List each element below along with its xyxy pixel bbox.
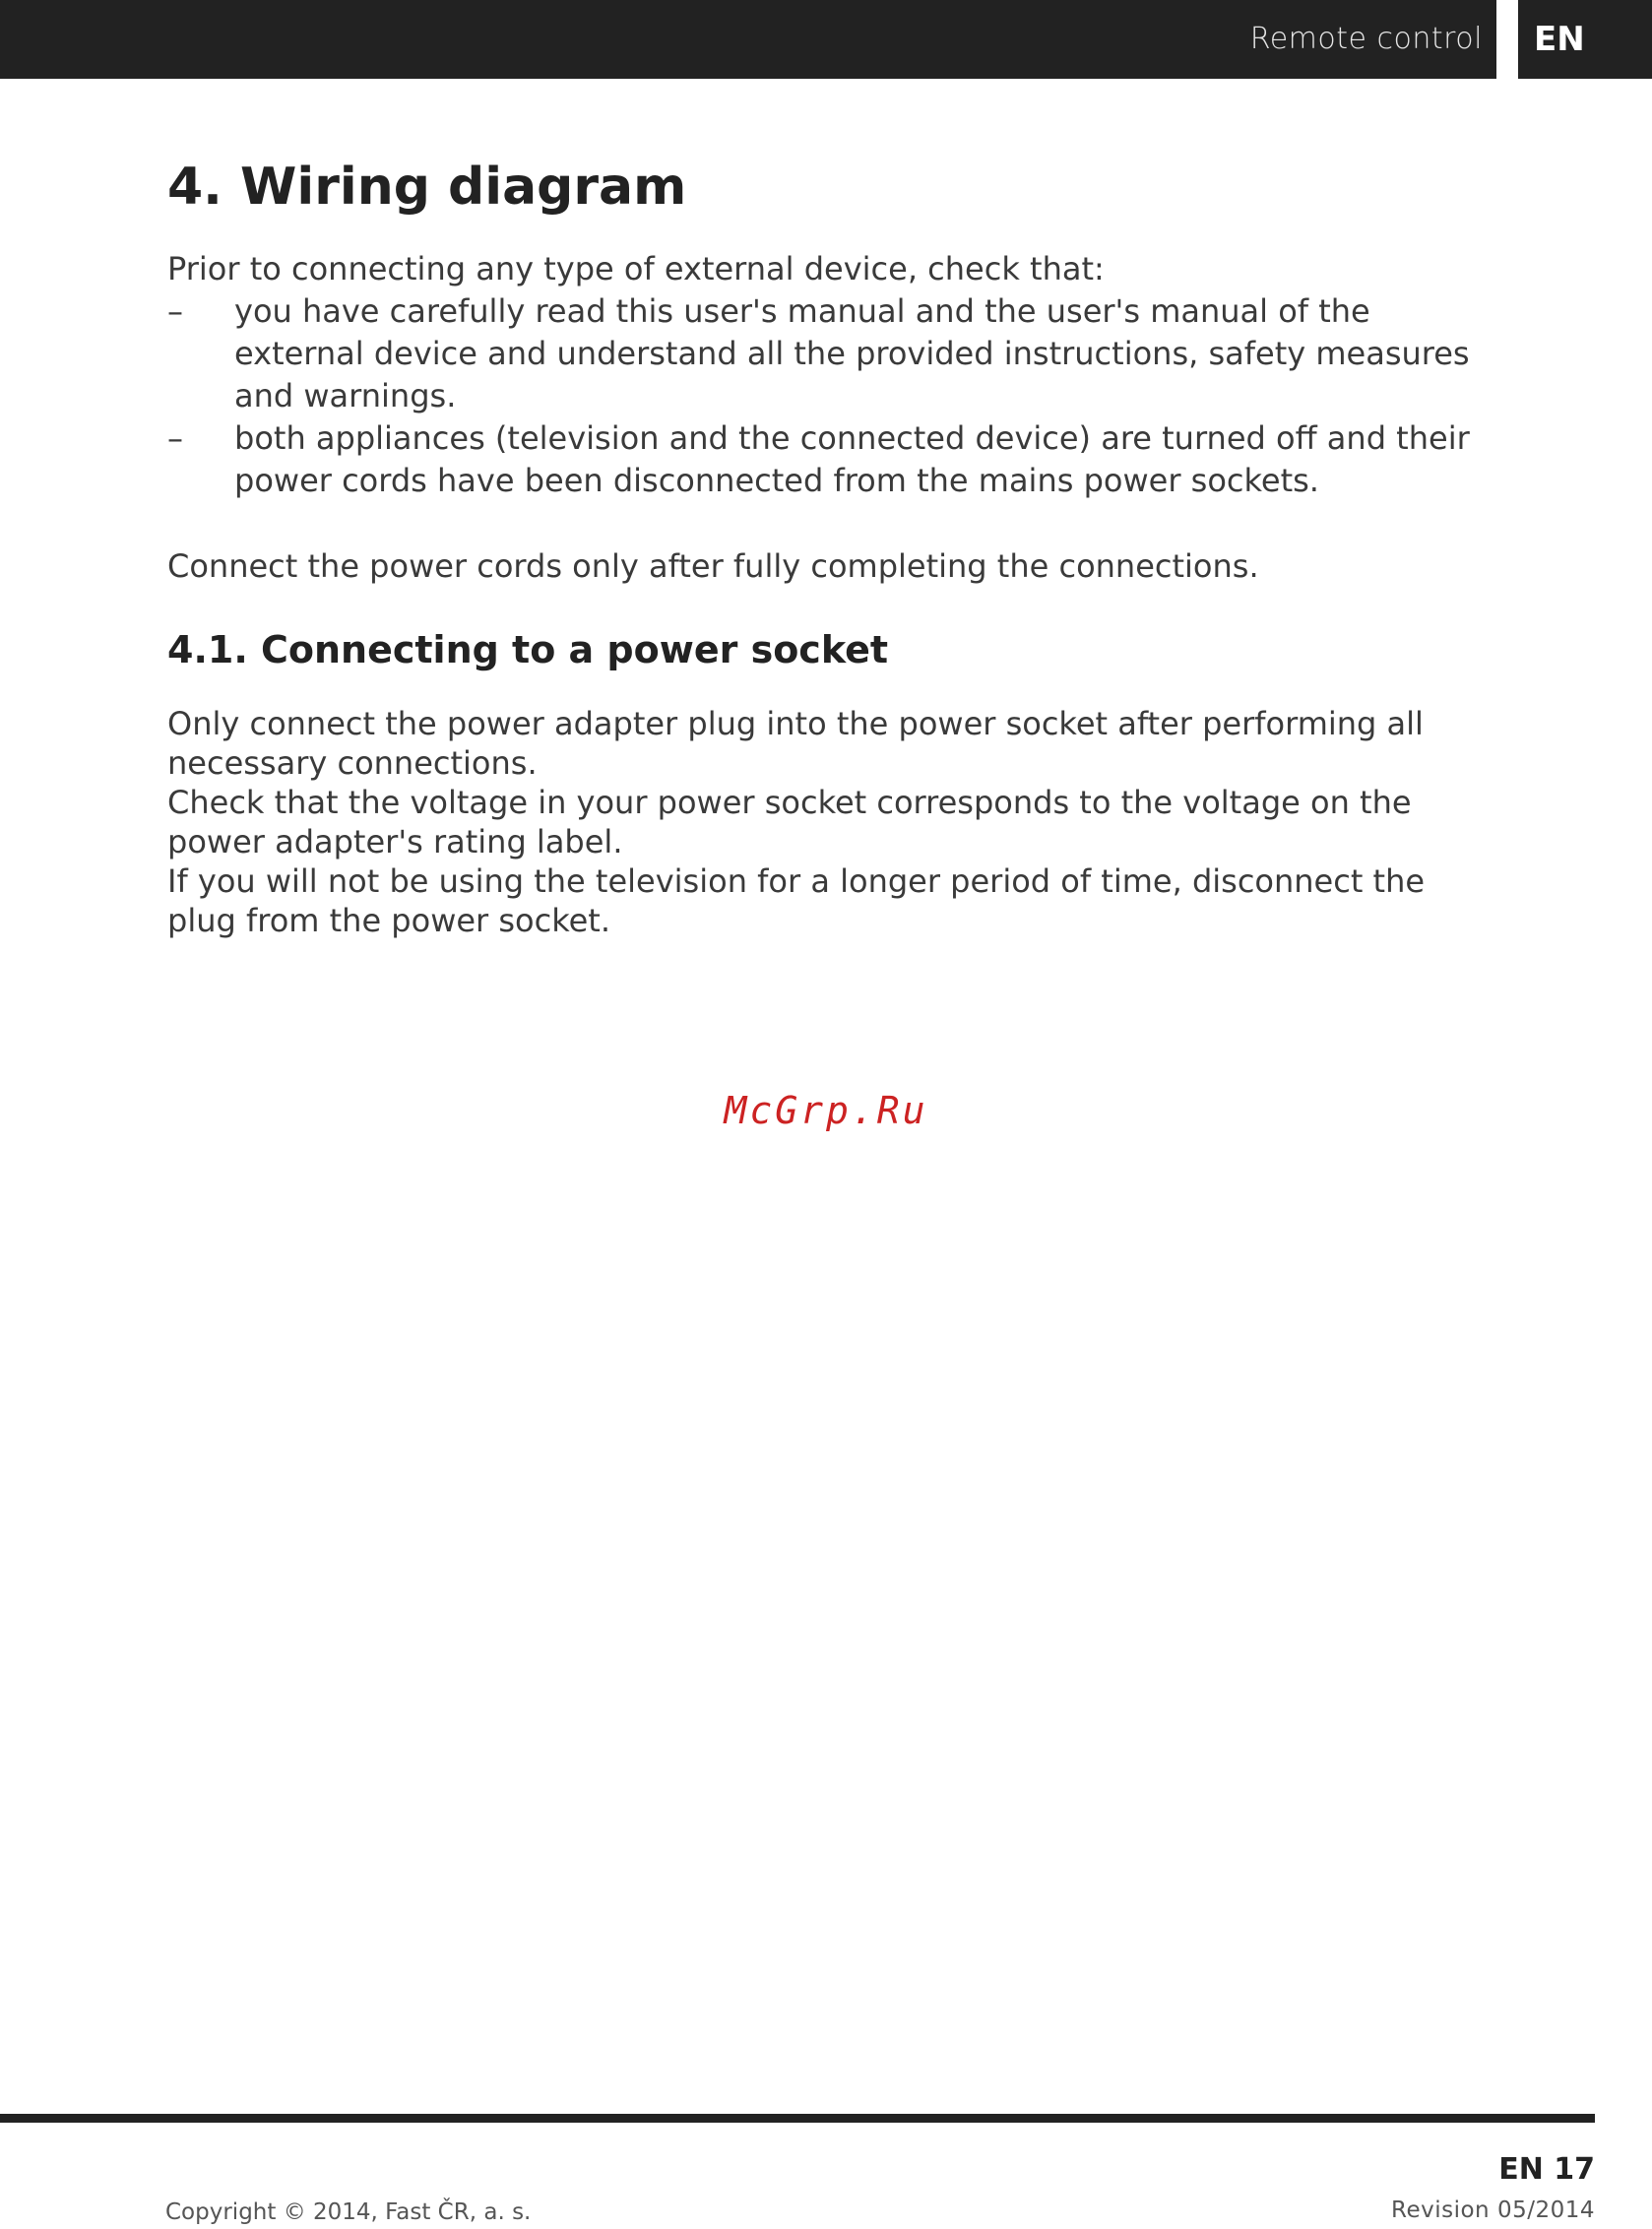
page-heading: 4. Wiring diagram — [167, 158, 687, 217]
header-bar — [0, 0, 1496, 79]
language-tab — [1518, 0, 1652, 79]
list-item — [167, 290, 1487, 417]
page-number: EN 17 — [1498, 2152, 1595, 2187]
language-label: EN — [1534, 20, 1585, 59]
watermark: McGrp.Ru — [724, 1089, 928, 1132]
intro-text: Prior to connecting any type of external device, check that: — [167, 250, 1105, 287]
dash-bullet: – — [167, 419, 183, 457]
power-socket-instructions — [167, 704, 1487, 940]
paragraph: If you will not be using the television for a longer period of time, disconnect the plug from the power socket. — [167, 862, 1426, 939]
main-content — [167, 148, 1487, 940]
subsection-heading: 4.1. Connecting to a power socket — [167, 628, 889, 671]
paragraph: Check that the voltage in your power socket corresponds to the voltage on the power adapter's rating label. — [167, 784, 1412, 860]
section-title: Remote control — [1249, 22, 1483, 56]
list-item-text: you have carefully read this user's manual and the user's manual of the external device and understand all the provided instructions, safety measures and warnings. — [234, 292, 1470, 414]
connect-note: Connect the power cords only after fully completing the connections. — [167, 547, 1259, 585]
list-item — [167, 417, 1487, 502]
dash-bullet: – — [167, 292, 183, 330]
list-item-text: both appliances (television and the connected device) are turned off and their power cords have been disconnected from the mains power sockets. — [234, 419, 1470, 499]
revision-text: Revision 05/2014 — [1391, 2197, 1595, 2223]
copyright-text: Copyright © 2014, Fast ČR, a. s. — [165, 2199, 532, 2225]
footer-divider — [0, 2114, 1595, 2123]
check-list — [167, 290, 1487, 502]
paragraph: Only connect the power adapter plug into the power socket after performing all necessary connections. — [167, 705, 1424, 782]
